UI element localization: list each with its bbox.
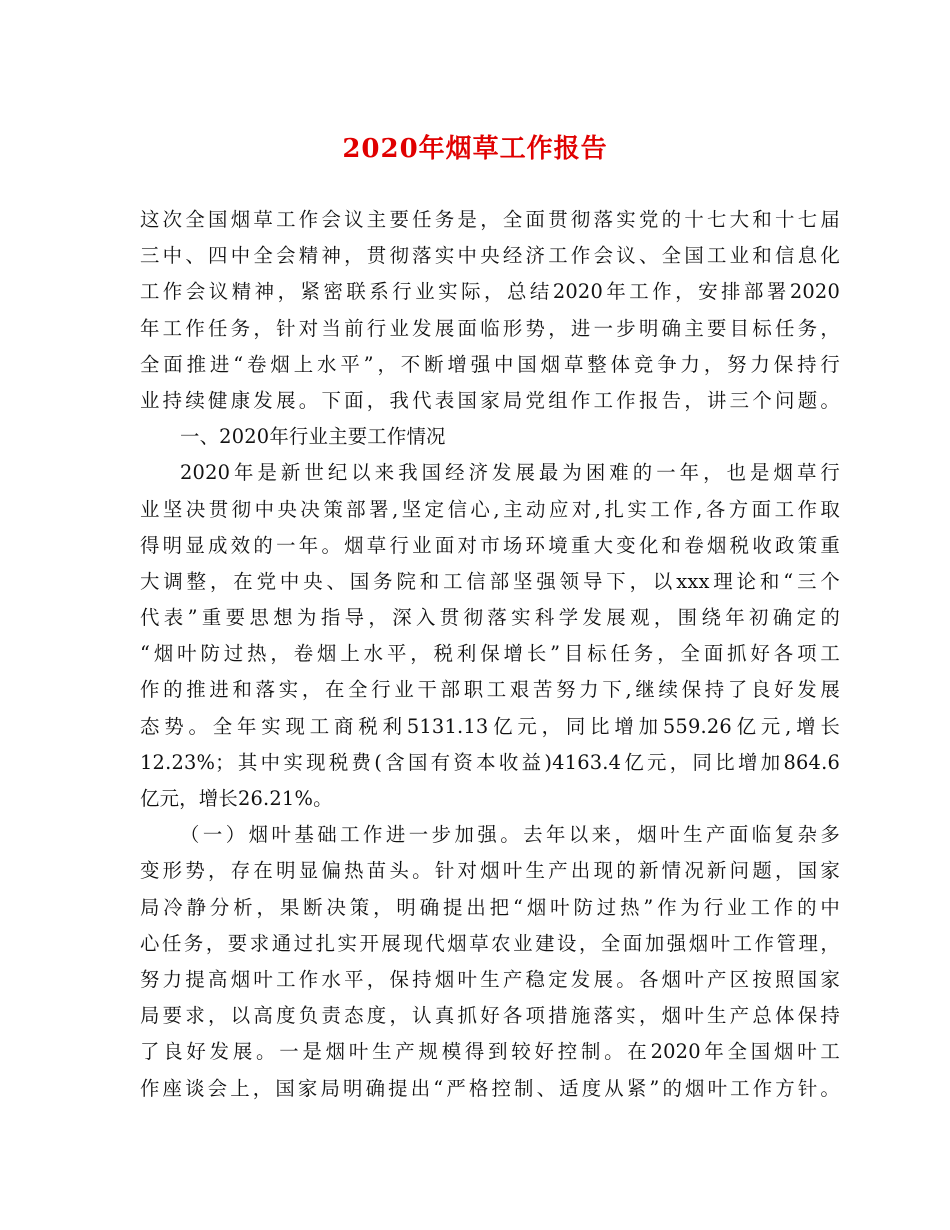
text-line: 了良好发展。一是烟叶生产规模得到较好控制。在2020年全国烟叶工 <box>140 1040 840 1064</box>
text-line: 年工作任务，针对当前行业发展面临形势，进一步明确主要目标任务， <box>140 316 840 340</box>
text-line: 变形势，存在明显偏热苗头。针对烟叶生产出现的新情况新问题，国家 <box>140 859 840 883</box>
text-line: （一）烟叶基础工作进一步加强。去年以来，烟叶生产面临复杂多 <box>180 823 840 847</box>
text-line: 亿元，增长26.21%。 <box>140 787 333 810</box>
document-body <box>140 202 840 1107</box>
text-line: 努力提高烟叶工作水平，保持烟叶生产稳定发展。各烟叶产区按照国家 <box>140 967 840 991</box>
text-line: 一、2020年行业主要工作情况 <box>180 425 446 449</box>
text-line: 12.23%；其中实现税费(含国有资本收益)4163.4亿元，同比增加864.6 <box>140 750 840 774</box>
text-line: 得明显成效的一年。烟草行业面对市场环境重大变化和卷烟税收政策重 <box>140 533 840 557</box>
text-line: 工作会议精神，紧密联系行业实际，总结2020年工作，安排部署2020 <box>140 280 840 304</box>
text-line: “烟叶防过热，卷烟上水平，税利保增长”目标任务，全面抓好各项工 <box>140 642 840 666</box>
text-line: 这次全国烟草工作会议主要任务是，全面贯彻落实党的十七大和十七届 <box>140 208 840 231</box>
text-line: 态势。全年实现工商税利5131.13亿元，同比增加559.26亿元,增长 <box>140 714 840 738</box>
page-title: 2020年烟草工作报告 <box>342 134 608 164</box>
text-line: 代表”重要思想为指导，深入贯彻落实科学发展观，围绕年初确定的 <box>140 606 840 630</box>
text-line: 局冷静分析，果断决策，明确提出把“烟叶防过热”作为行业工作的中 <box>140 895 840 919</box>
text-line: 业持续健康发展。下面，我代表国家局党组作工作报告，讲三个问题。 <box>140 388 840 412</box>
text-line: 全面推进“卷烟上水平”，不断增强中国烟草整体竞争力，努力保持行 <box>140 352 840 376</box>
text-line: 业坚决贯彻中央决策部署,坚定信心,主动应对,扎实工作,各方面工作取 <box>140 497 840 521</box>
text-line: 局要求，以高度负责态度，认真抓好各项措施落实，烟叶生产总体保持 <box>140 1004 840 1028</box>
text-line: 2020年是新世纪以来我国经济发展最为困难的一年，也是烟草行 <box>180 461 840 485</box>
text-line: 作的推进和落实，在全行业干部职工艰苦努力下,继续保持了良好发展 <box>140 678 840 702</box>
text-line: 三中、四中全会精神，贯彻落实中央经济工作会议、全国工业和信息化 <box>140 244 840 268</box>
text-line: 心任务，要求通过扎实开展现代烟草农业建设，全面加强烟叶工作管理， <box>140 931 840 955</box>
text-line: 大调整，在党中央、国务院和工信部坚强领导下，以xxx理论和“三个 <box>140 569 840 593</box>
text-line: 作座谈会上，国家局明确提出“严格控制、适度从紧”的烟叶工作方针。 <box>140 1076 840 1100</box>
